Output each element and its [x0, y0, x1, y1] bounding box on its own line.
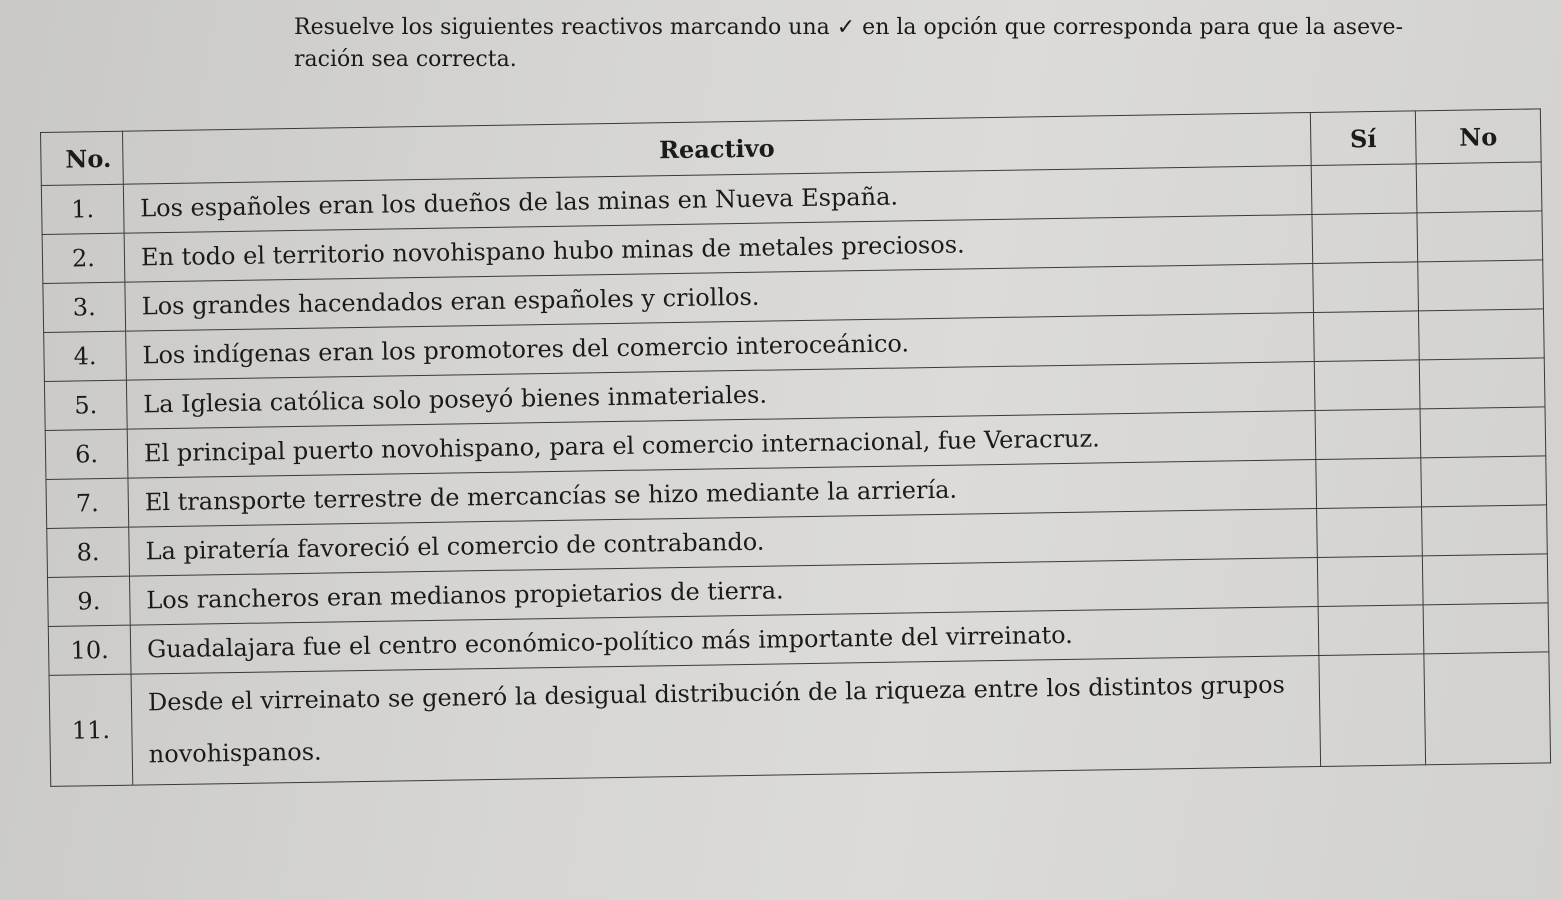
instructions-text-line2: ración sea correcta.: [294, 47, 517, 72]
no-checkbox-cell[interactable]: [1424, 652, 1551, 765]
row-number: 5.: [44, 380, 127, 430]
row-text: La Iglesia católica solo poseyó bienes inmateriales.: [126, 362, 1315, 430]
row-text: La piratería favoreció el comercio de contrabando.: [129, 508, 1318, 576]
checkmark-icon: ✓: [836, 15, 856, 40]
header-item: Reactivo: [122, 113, 1311, 185]
row-number: 6.: [45, 429, 128, 479]
yes-checkbox-cell[interactable]: [1317, 556, 1423, 607]
no-checkbox-cell[interactable]: [1422, 554, 1548, 605]
no-checkbox-cell[interactable]: [1422, 505, 1548, 556]
row-number: 8.: [47, 527, 130, 577]
yes-checkbox-cell[interactable]: [1314, 360, 1420, 411]
row-text: Los españoles eran los dueños de las minas en Nueva España.: [123, 166, 1312, 234]
quiz-table: [40, 108, 1551, 786]
no-checkbox-cell[interactable]: [1418, 309, 1544, 360]
instructions: [294, 12, 1494, 76]
header-number: No.: [41, 131, 124, 185]
yes-checkbox-cell[interactable]: [1315, 409, 1421, 460]
row-text: Los grandes hacendados eran españoles y criollos.: [125, 264, 1314, 332]
table-row: [49, 652, 1551, 787]
no-checkbox-cell[interactable]: [1416, 162, 1542, 213]
no-checkbox-cell[interactable]: [1419, 358, 1545, 409]
no-checkbox-cell[interactable]: [1420, 407, 1546, 458]
yes-checkbox-cell[interactable]: [1313, 262, 1419, 313]
no-checkbox-cell[interactable]: [1421, 456, 1547, 507]
yes-checkbox-cell[interactable]: [1317, 507, 1423, 558]
row-text: Los indígenas eran los promotores del comercio interoceánico.: [126, 313, 1315, 381]
yes-checkbox-cell[interactable]: [1313, 311, 1419, 362]
yes-checkbox-cell[interactable]: [1316, 458, 1422, 509]
header-yes: Sí: [1310, 111, 1416, 166]
instructions-text-rest: en la opción que corresponda para que la aseve-: [862, 15, 1403, 40]
row-number: 4.: [44, 331, 127, 381]
row-text: Los rancheros eran medianos propietarios de tierra.: [129, 557, 1318, 625]
row-text: Desde el virreinato se generó la desigual distribución de la riqueza entre los distintos grupos novohispanos.: [131, 655, 1321, 785]
row-number: 1.: [41, 184, 124, 234]
row-number: 7.: [46, 478, 129, 528]
row-number: 2.: [42, 233, 125, 283]
row-text: El principal puerto novohispano, para el comercio internacional, fue Veracruz.: [127, 411, 1316, 479]
yes-checkbox-cell[interactable]: [1311, 164, 1417, 215]
row-text: Guadalajara fue el centro económico-político más importante del virreinato.: [130, 606, 1319, 674]
no-checkbox-cell[interactable]: [1417, 211, 1543, 262]
no-checkbox-cell[interactable]: [1418, 260, 1544, 311]
quiz-table-wrapper: [40, 108, 1551, 855]
row-text: El transporte terrestre de mercancías se hizo mediante la arriería.: [128, 460, 1317, 528]
instructions-text-start: Resuelve los siguientes reactivos marcando una: [294, 15, 830, 40]
yes-checkbox-cell[interactable]: [1319, 654, 1426, 767]
yes-checkbox-cell[interactable]: [1318, 605, 1424, 656]
header-no: No: [1415, 109, 1541, 164]
row-number: 3.: [43, 282, 126, 332]
row-number: 9.: [47, 576, 130, 626]
row-text: En todo el territorio novohispano hubo minas de metales preciosos.: [124, 215, 1313, 283]
row-number: 10.: [48, 625, 131, 675]
row-number: 11.: [49, 674, 133, 786]
no-checkbox-cell[interactable]: [1423, 603, 1549, 654]
yes-checkbox-cell[interactable]: [1312, 213, 1418, 264]
